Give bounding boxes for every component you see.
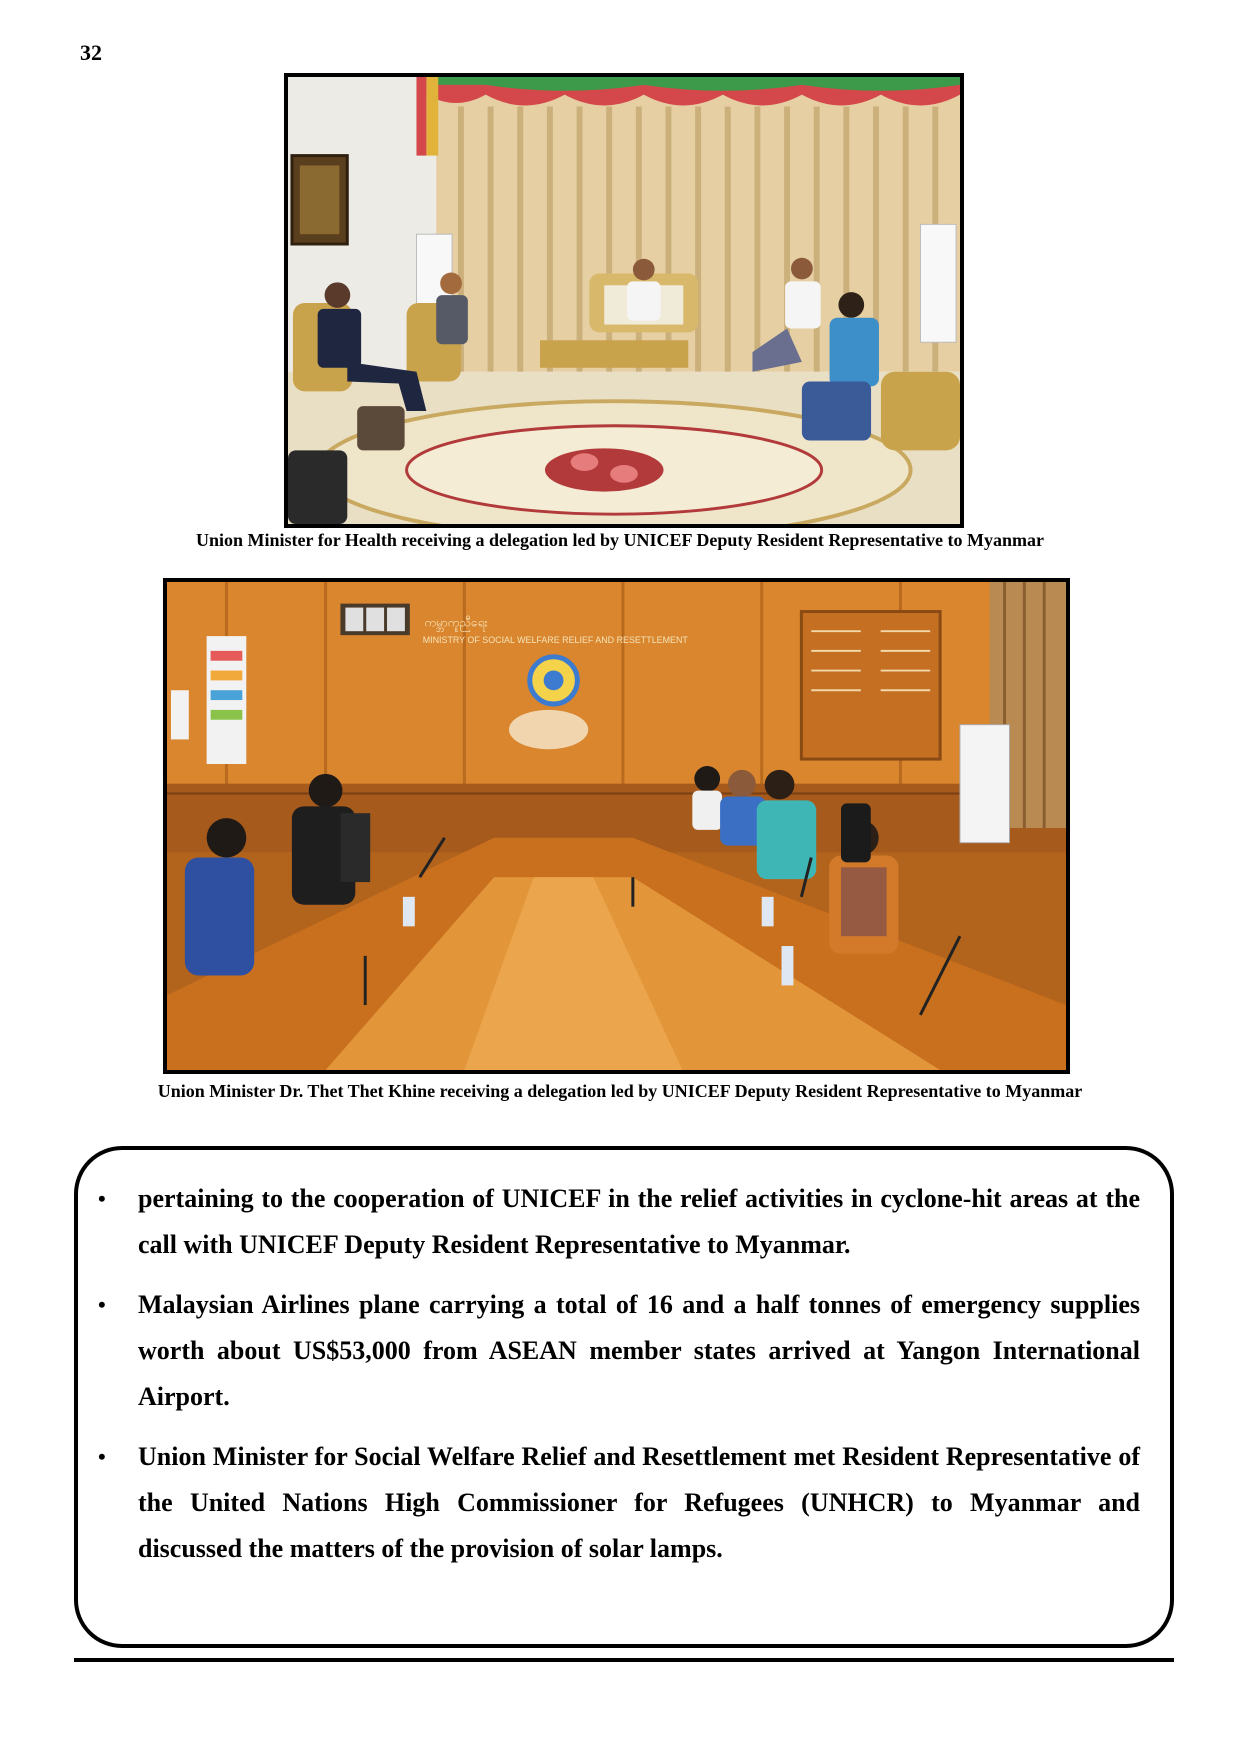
summary-list-item (98, 1434, 1140, 1572)
news-summary-box (74, 1146, 1174, 1648)
summary-item-text: pertaining to the cooperation of UNICEF in the relief activities in cyclone-hit areas at the call with UNICEF Deputy Resident Representative to Myanmar. (138, 1184, 1140, 1259)
ministry-wall-sign: MINISTRY OF SOCIAL WELFARE RELIEF AND RESETTLEMENT (422, 635, 688, 645)
meeting-photo-social-welfare-illustration (167, 582, 1066, 1070)
summary-list-item (98, 1282, 1140, 1420)
meeting-photo-health-illustration (288, 77, 960, 524)
summary-list-item (98, 1176, 1140, 1268)
page-number: 32 (80, 40, 102, 65)
svg-text:ကမ္ဘာကူညီရေး: ကမ္ဘာကူညီရေး (424, 615, 488, 630)
bullet-icon: • (98, 1292, 106, 1317)
summary-list (98, 1176, 1140, 1572)
meeting-photo-social-welfare-ministry (163, 578, 1070, 1074)
meeting-photo-health-ministry (284, 73, 964, 528)
summary-item-text: Malaysian Airlines plane carrying a total of 16 and a half tonnes of emergency supplies worth about US$53,000 from ASEAN member states arrived at Yangon International Airport. (138, 1290, 1140, 1411)
bullet-icon: • (98, 1186, 106, 1211)
summary-item-text: Union Minister for Social Welfare Relief and Resettlement met Resident Representative of the United Nations High Commissioner for Refugees (UNHCR) to Myanmar and discussed the matters of the provision of solar lamps. (138, 1442, 1140, 1563)
photo-caption-1: Union Minister for Health receiving a delegation led by UNICEF Deputy Resident Representative to Myanmar (196, 530, 1044, 550)
bottom-divider (74, 1658, 1174, 1662)
photo-caption-2: Union Minister Dr. Thet Thet Khine receiving a delegation led by UNICEF Deputy Resident Representative to Myanmar (157, 1081, 1083, 1101)
bullet-icon: • (98, 1444, 106, 1469)
